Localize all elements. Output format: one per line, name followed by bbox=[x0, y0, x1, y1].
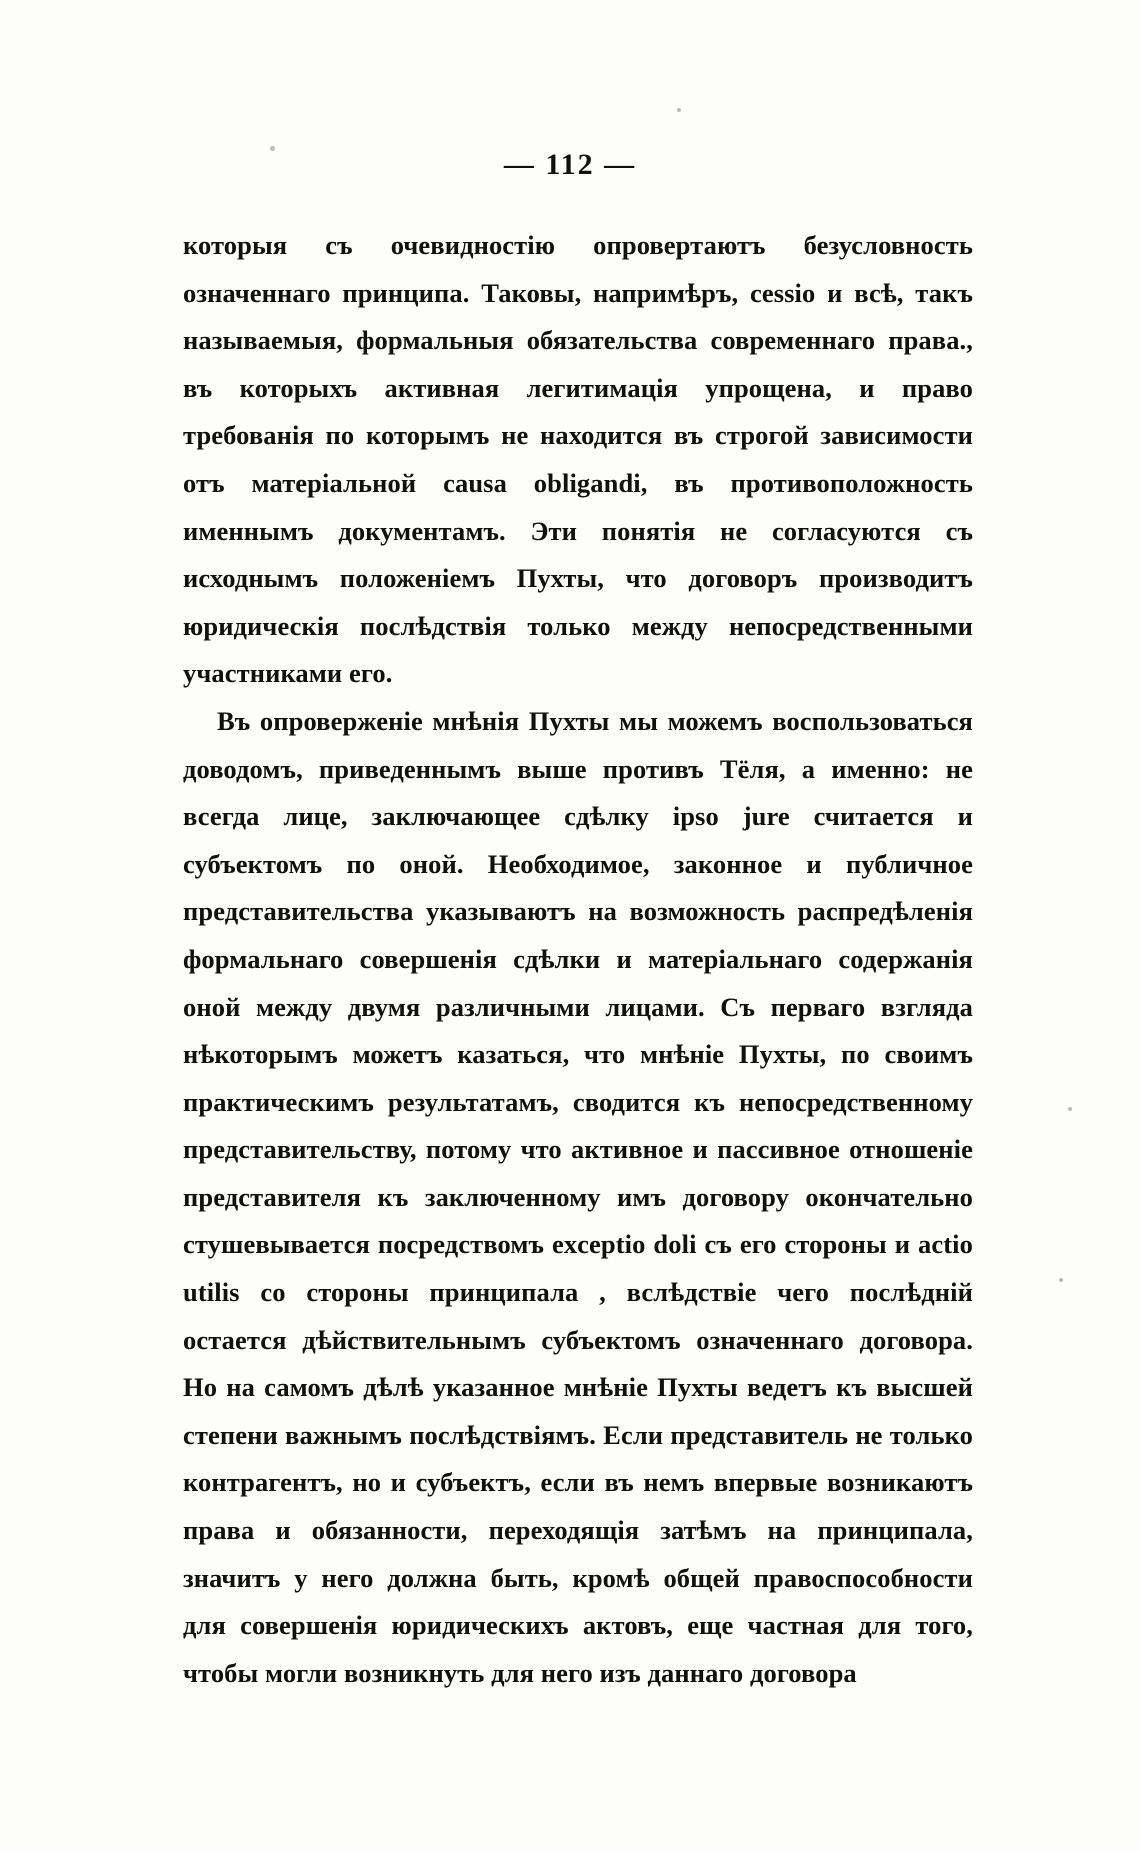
paper-speck bbox=[1059, 1278, 1063, 1282]
body-text bbox=[183, 222, 973, 1697]
page-number: — 112 — bbox=[503, 148, 637, 181]
paper-speck bbox=[677, 108, 681, 112]
paper-speck bbox=[1068, 1107, 1072, 1111]
paragraph: которыя съ очевидностію опровертаютъ безусловность означеннаго принципа. Таковы, напримѣръ, cessio и всѣ, такъ называемыя, формальныя обязательства современнаго права., въ которыхъ активная легитимація упрощена, и право требованія по которымъ не находится въ строгой зависимости отъ матеріальной causa obligandi, въ противоположность именнымъ документамъ. Эти понятія не согласуются съ исходнымъ положеніемъ Пухты, что договоръ производитъ юридическія послѣдствія только между непосредственными участниками его. bbox=[183, 230, 973, 689]
paragraph: Въ опроверженіе мнѣнія Пухты мы можемъ воспользоваться доводомъ, приведеннымъ выше противъ Тёля, а именно: не всегда лице, заключающее сдѣлку ipso jure считается и субъектомъ по оной. Необходимое, законное и публичное представительства указываютъ на возможность распредѣленія формальнаго совершенія сдѣлки и матеріальнаго содержанія оной между двумя различными лицами. Съ перваго взгляда нѣкоторымъ можетъ казаться, что мнѣніе Пухты, по своимъ практическимъ результатамъ, сводится къ непосредственному представительству, потому что активное и пассивное отношеніе представителя къ заключенному имъ договору окончательно стушевывается посредствомъ exceptio doli съ его стороны и actio utilis со стороны принципала , вслѣдствіе чего послѣдній остается дѣйствительнымъ субъектомъ означеннаго договора. Но на самомъ дѣлѣ указанное мнѣніе Пухты ведетъ къ высшей степени важнымъ послѣдствіямъ. Если представитель не только контрагентъ, но и субъектъ, если въ немъ впервые возникаютъ права и обязанности, переходящія затѣмъ на принципала, значитъ у него должна быть, кромѣ общей правоспособности для совершенія юридическихъ актовъ, еще частная для того, чтобы могли возникнуть для него изъ даннаго договора bbox=[183, 705, 973, 1688]
